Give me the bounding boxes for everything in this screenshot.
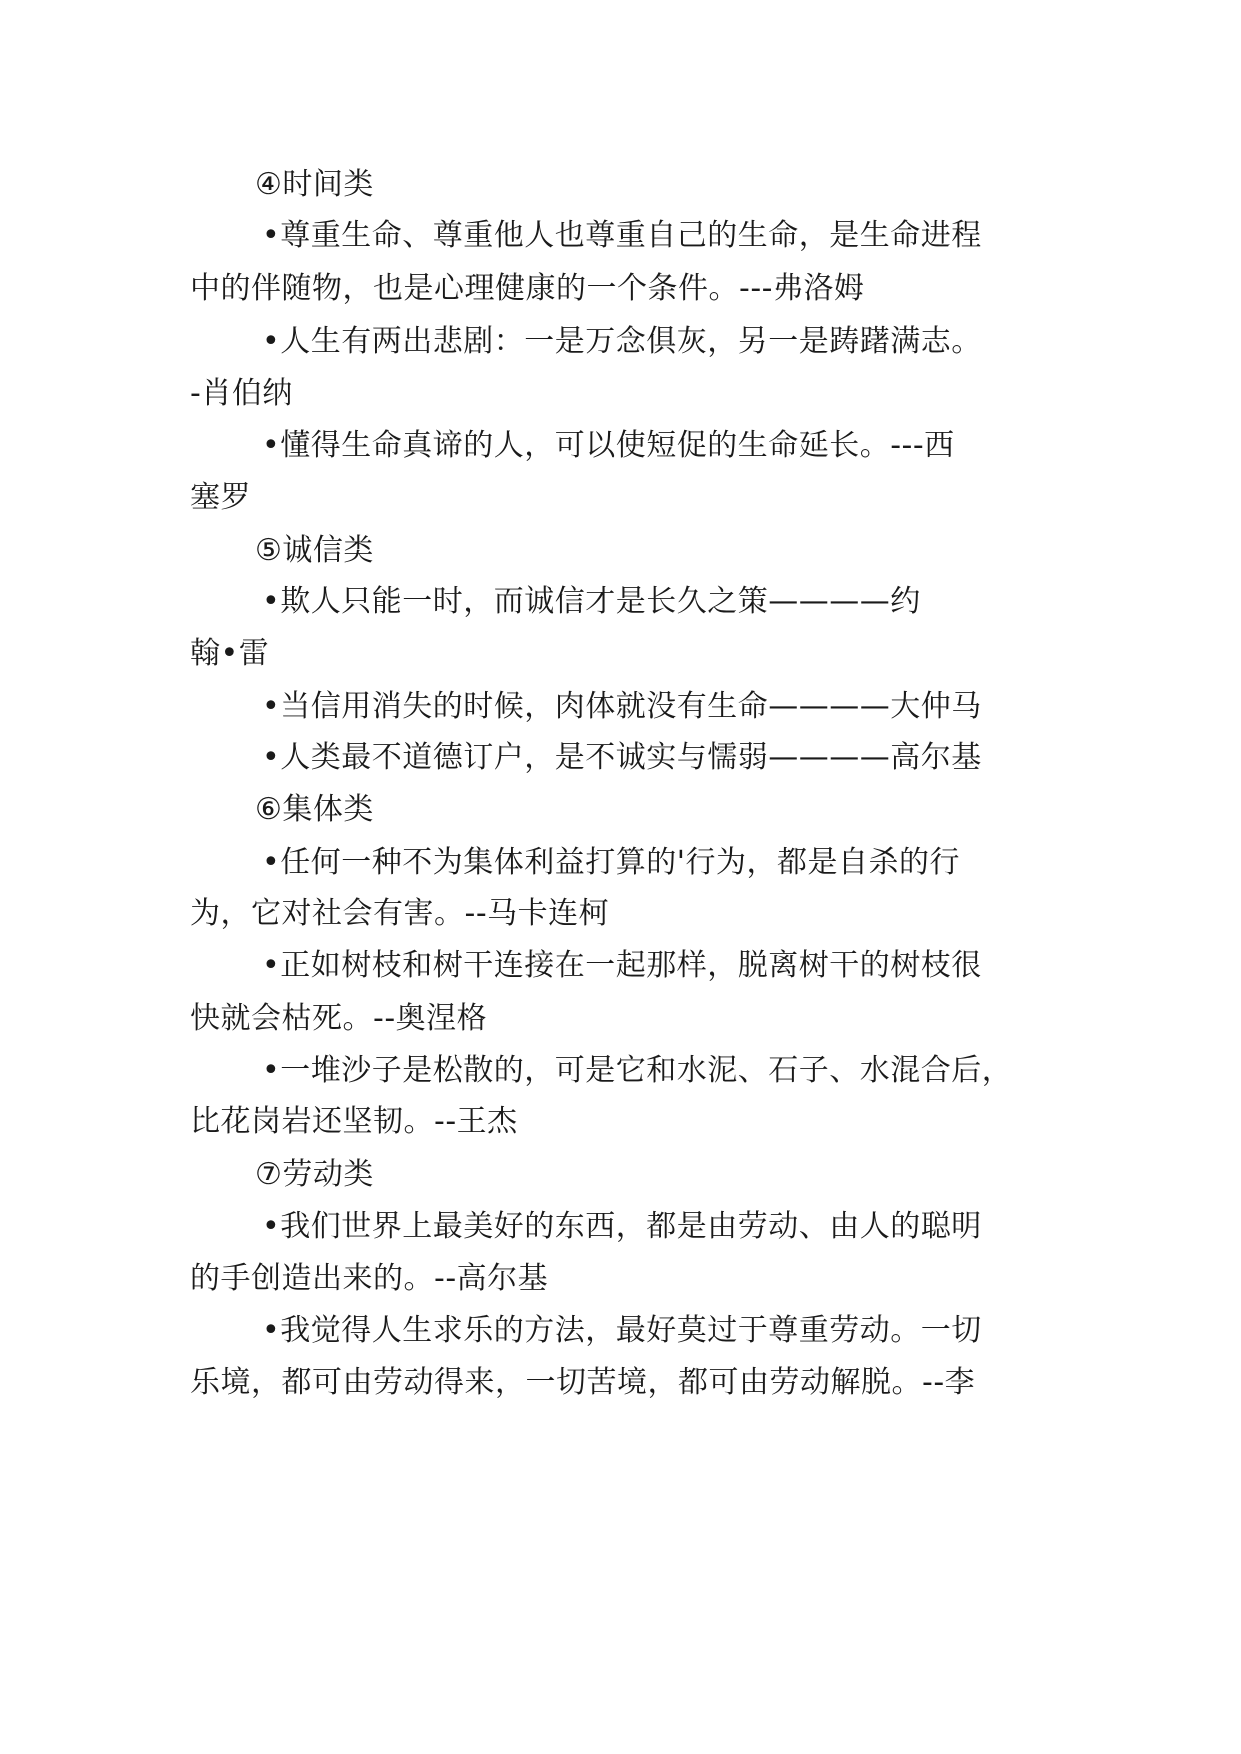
quote-line: 中的伴随物，也是心理健康的一个条件。---弗洛姆: [190, 271, 865, 306]
quote-line: 塞罗: [190, 480, 251, 515]
quote-line: •人生有两出悲剧：一是万念俱灰，另一是踌躇满志。: [262, 324, 982, 359]
section-heading-integrity: ⑤诚信类: [255, 533, 374, 568]
quote-line: 比花岗岩还坚韧。--王杰: [190, 1104, 518, 1139]
quote-line: 乐境，都可由劳动得来，一切苦境，都可由劳动解脱。--李: [190, 1365, 976, 1400]
quote-line: •人类最不道德订户，是不诚实与懦弱————高尔基: [262, 740, 982, 775]
quote-line: -肖伯纳: [190, 376, 293, 411]
section-heading-time: ④时间类: [255, 167, 374, 202]
section-heading-collective: ⑥集体类: [255, 792, 374, 827]
quote-line: •任何一种不为集体利益打算的'行为，都是自杀的行: [262, 845, 960, 880]
quote-line: 为，它对社会有害。--马卡连柯: [190, 896, 610, 931]
quote-line: •我觉得人生求乐的方法，最好莫过于尊重劳动。一切: [262, 1313, 982, 1348]
quote-line: 翰•雷: [190, 636, 270, 671]
quote-line: •懂得生命真谛的人，可以使短促的生命延长。---西: [262, 428, 955, 463]
section-heading-labor: ⑦劳动类: [255, 1157, 374, 1192]
quote-line: •正如树枝和树干连接在一起那样，脱离树干的树枝很: [262, 948, 982, 983]
quote-line: •欺人只能一时，而诚信才是长久之策————约: [262, 584, 921, 619]
quote-line: •我们世界上最美好的东西，都是由劳动、由人的聪明: [262, 1209, 982, 1244]
quote-line: 快就会枯死。--奥涅格: [190, 1001, 488, 1036]
quote-line: •尊重生命、尊重他人也尊重自己的生命，是生命进程: [262, 218, 982, 253]
quote-line: 的手创造出来的。--高尔基: [190, 1261, 549, 1296]
quote-line: •一堆沙子是松散的，可是它和水泥、石子、水混合后，: [262, 1053, 1013, 1088]
quote-line: •当信用消失的时候，肉体就没有生命————大仲马: [262, 689, 982, 724]
